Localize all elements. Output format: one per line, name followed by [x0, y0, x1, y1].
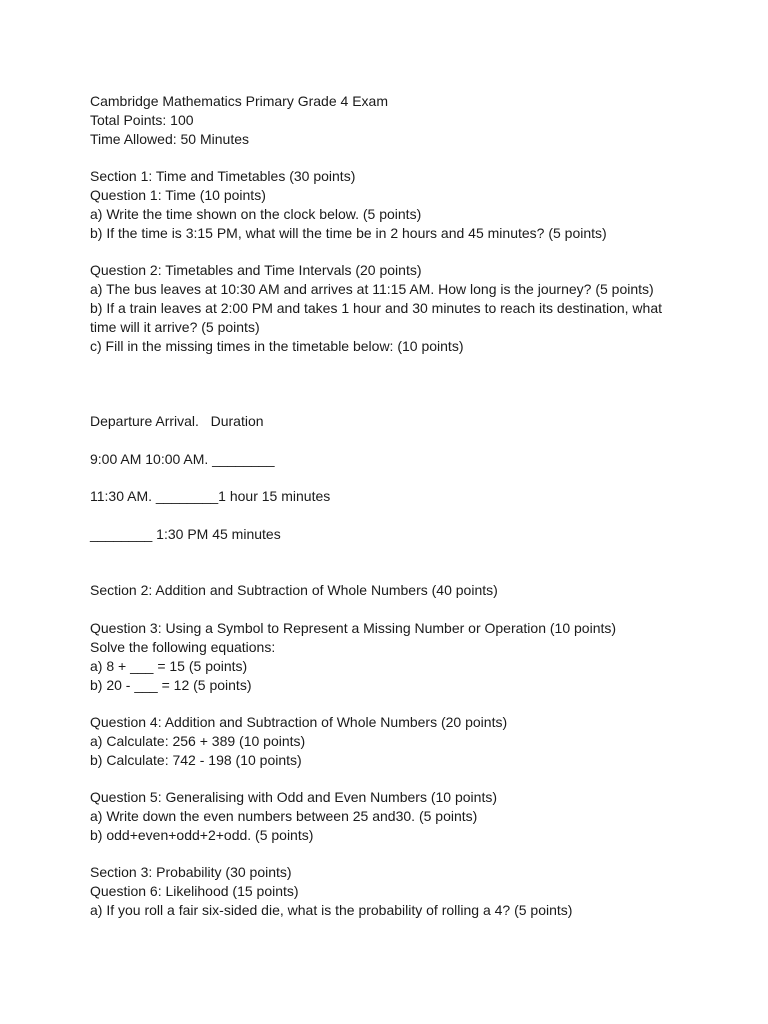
question-4b: b) Calculate: 742 - 198 (10 points) [90, 752, 302, 768]
question-2b-line1: b) If a train leaves at 2:00 PM and takes 1 hour and 30 minutes to reach its destination, what [90, 300, 662, 316]
section-2-heading: Section 2: Addition and Subtraction of Whole Numbers (40 points) [90, 582, 498, 598]
question-3-instruction: Solve the following equations: [90, 639, 276, 655]
question-1-heading: Question 1: Time (10 points) [90, 187, 266, 203]
question-3-heading: Question 3: Using a Symbol to Represent a Missing Number or Operation (10 points) [90, 620, 617, 636]
section-3-heading: Section 3: Probability (30 points) [90, 864, 292, 880]
timetable-row-2: 11:30 AM. ________1 hour 15 minutes [90, 488, 331, 504]
question-6a: a) If you roll a fair six-sided die, what is the probability of rolling a 4? (5 points) [90, 902, 573, 918]
question-1b: b) If the time is 3:15 PM, what will the time be in 2 hours and 45 minutes? (5 points) [90, 225, 607, 241]
question-4a: a) Calculate: 256 + 389 (10 points) [90, 733, 306, 749]
question-2b-line2: time will it arrive? (5 points) [90, 319, 260, 335]
question-1a: a) Write the time shown on the clock below. (5 points) [90, 206, 422, 222]
question-2-heading: Question 2: Timetables and Time Intervals (20 points) [90, 262, 422, 278]
question-5-heading: Question 5: Generalising with Odd and Even Numbers (10 points) [90, 789, 497, 805]
question-2a: a) The bus leaves at 10:30 AM and arrives at 11:15 AM. How long is the journey? (5 points) [90, 281, 654, 297]
timetable-row-1: 9:00 AM 10:00 AM. ________ [90, 451, 275, 467]
section-1-heading: Section 1: Time and Timetables (30 points) [90, 168, 356, 184]
timetable-header: Departure Arrival. Duration [90, 413, 264, 429]
question-5a: a) Write down the even numbers between 25 and30. (5 points) [90, 808, 478, 824]
question-5b: b) odd+even+odd+2+odd. (5 points) [90, 827, 314, 843]
question-4-heading: Question 4: Addition and Subtraction of Whole Numbers (20 points) [90, 714, 508, 730]
total-points: Total Points: 100 [90, 112, 194, 128]
time-allowed: Time Allowed: 50 Minutes [90, 131, 249, 147]
question-6-heading: Question 6: Likelihood (15 points) [90, 883, 299, 899]
timetable-row-3: ________ 1:30 PM 45 minutes [90, 526, 281, 542]
question-3a: a) 8 + ___ = 15 (5 points) [90, 658, 248, 674]
question-3b: b) 20 - ___ = 12 (5 points) [90, 677, 252, 693]
exam-title: Cambridge Mathematics Primary Grade 4 Exam [90, 93, 388, 109]
question-2c: c) Fill in the missing times in the timetable below: (10 points) [90, 338, 464, 354]
